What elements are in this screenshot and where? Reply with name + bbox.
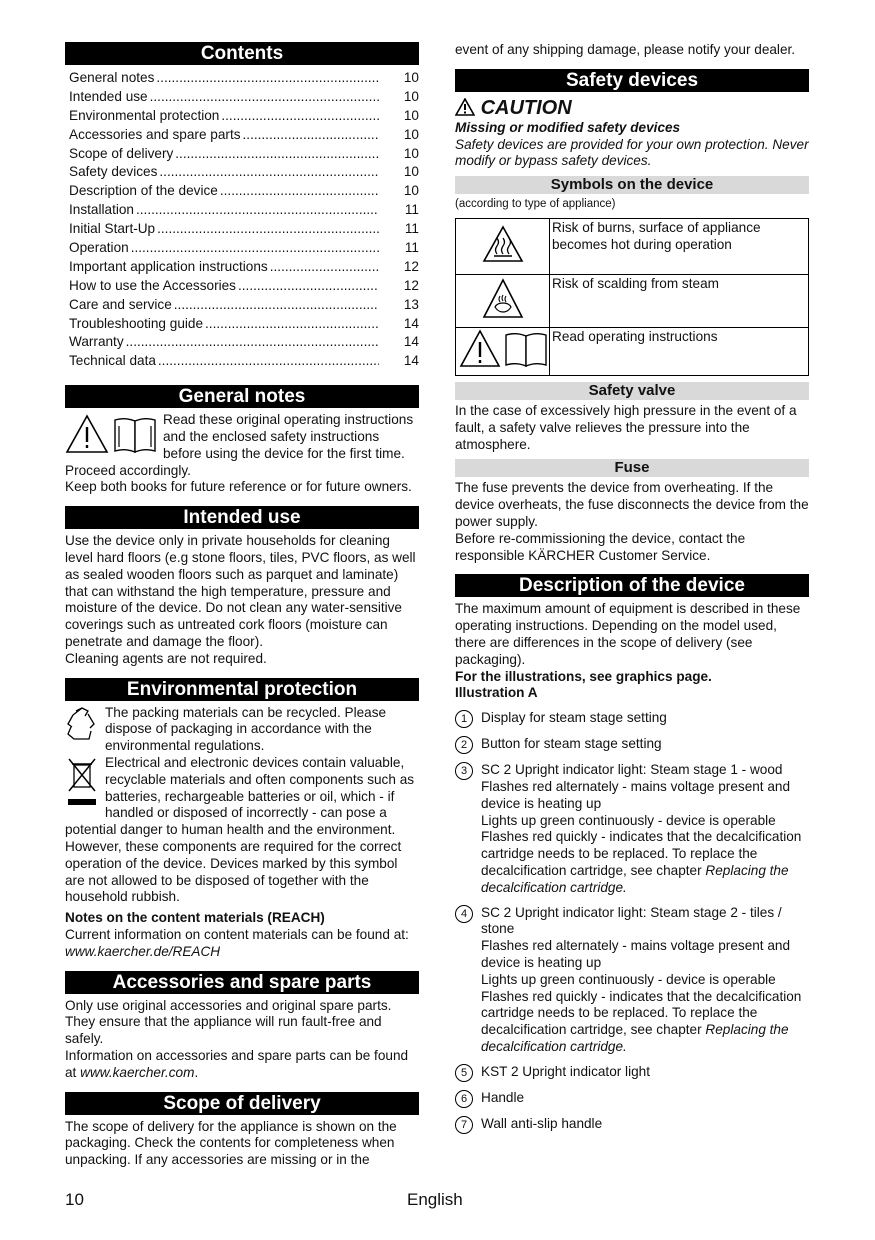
symbol-text: Risk of scalding from steam xyxy=(550,275,809,328)
toc-entry-page: 12 xyxy=(403,277,419,293)
item-line xyxy=(481,1090,524,1107)
item-number-circle: 2 xyxy=(455,736,473,754)
toc-entry-label: Environmental protection xyxy=(69,107,220,123)
item-line-text: Wall anti-slip handle xyxy=(481,1115,603,1131)
table-of-contents xyxy=(65,70,419,372)
reach-heading: Notes on the content materials (REACH) xyxy=(65,910,325,926)
description-item xyxy=(455,1090,809,1108)
toc-leader-dots xyxy=(126,334,379,351)
toc-entry-label: General notes xyxy=(69,70,155,85)
manual-book-icon xyxy=(115,419,155,452)
toc-leader-dots xyxy=(243,127,379,144)
item-line xyxy=(481,736,662,753)
missing-safety-heading: Missing or modified safety devices xyxy=(455,119,681,135)
toc-entry[interactable] xyxy=(65,240,419,259)
toc-leader-dots xyxy=(131,240,379,257)
toc-leader-dots xyxy=(159,164,379,181)
accessories-link[interactable]: www.kaercher.com xyxy=(80,1064,195,1080)
description-item xyxy=(455,1116,809,1134)
symbol-icon-cell xyxy=(456,275,550,328)
toc-entry-page: 11 xyxy=(404,240,419,256)
toc-entry-page: 10 xyxy=(403,183,419,199)
symbol-row xyxy=(456,328,809,376)
item-line-text: Flashes red alternately - mains voltage present and device is heating up xyxy=(481,938,791,970)
toc-entry-label: Warranty xyxy=(69,334,124,350)
fuse-heading: Fuse xyxy=(455,459,809,477)
toc-entry-label: Safety devices xyxy=(69,164,158,180)
toc-entry-page: 14 xyxy=(403,315,419,331)
accessories-period: . xyxy=(194,1064,199,1080)
toc-entry-label: Important application instructions xyxy=(69,258,268,274)
toc-entry[interactable] xyxy=(65,259,419,278)
intended-use-text-1: Use the device only in private households for cleaning level hard floors (e.g stone floors, tiles, PVC floors, as well as sealed wooden floors such as parquet and laminate) that can withstand the high temperature, pressure and moisture of the device. Do not clean any water-sensitive coverings such as untreated cork floors (moisture can penetrate and damage the floor). xyxy=(65,533,416,650)
right-column xyxy=(455,42,809,1134)
toc-entry[interactable] xyxy=(65,183,419,202)
item-number-circle: 7 xyxy=(455,1116,473,1134)
contents-heading: Contents xyxy=(65,42,419,65)
symbols-heading: Symbols on the device xyxy=(455,176,809,194)
toc-entry-page: 14 xyxy=(403,334,419,350)
symbol-row xyxy=(456,275,809,328)
illustrations-note: For the illustrations, see graphics page. xyxy=(455,668,712,684)
item-line-text: Lights up green continuously - device is operable xyxy=(481,971,776,987)
toc-entry-page: 11 xyxy=(404,221,419,237)
general-notes-heading: General notes xyxy=(65,385,419,408)
toc-entry[interactable] xyxy=(65,297,419,316)
missing-safety-text: Safety devices are provided for your own protection. Never modify or bypass safety devices. xyxy=(455,136,809,169)
general-notes-text-2: Keep both books for future reference or for future owners. xyxy=(65,479,412,495)
caution-label xyxy=(455,96,809,120)
toc-entry[interactable] xyxy=(65,108,419,127)
scope-text-1: The scope of delivery for the appliance is shown on the packaging. Check the contents for completeness when unpacking. If any accessories are missing or in the xyxy=(65,1118,397,1168)
safety-valve-text: In the case of excessively high pressure in the event of a fault, a safety valve relieves the pressure into the atmosphere. xyxy=(455,402,797,452)
illustration-a-label: Illustration A xyxy=(455,685,538,701)
recycle-icon xyxy=(65,705,99,745)
description-item xyxy=(455,736,809,754)
symbol-icon-cell xyxy=(456,219,550,275)
item-line xyxy=(481,829,809,896)
item-body xyxy=(481,710,667,728)
scope-heading: Scope of delivery xyxy=(65,1092,419,1115)
toc-entry-page: 14 xyxy=(403,353,419,369)
toc-entry[interactable] xyxy=(65,353,419,372)
item-number-circle: 6 xyxy=(455,1090,473,1108)
item-line xyxy=(481,989,809,1056)
item-number-circle: 1 xyxy=(455,710,473,728)
toc-entry-label: Description of the device xyxy=(69,183,218,199)
item-body xyxy=(481,736,662,754)
reach-text-body: Current information on content materials can be found at: xyxy=(65,926,409,942)
footer-language: English xyxy=(407,1190,463,1209)
toc-entry-page: 10 xyxy=(403,145,419,161)
toc-leader-dots xyxy=(136,202,379,219)
toc-entry-label: Initial Start-Up xyxy=(69,221,156,237)
item-body xyxy=(481,1064,650,1082)
item-chapter-ref: Replacing the decalcification cartridge. xyxy=(481,862,789,895)
page-number: 10 xyxy=(65,1190,84,1209)
description-heading: Description of the device xyxy=(455,574,809,597)
caution-text: CAUTION xyxy=(480,96,572,119)
toc-entry[interactable] xyxy=(65,89,419,108)
toc-entry-page: 10 xyxy=(403,70,419,85)
read-instructions-icon xyxy=(458,328,548,370)
symbol-text: Risk of burns, surface of appliance becomes hot during operation xyxy=(550,219,809,275)
item-body xyxy=(481,1090,524,1108)
item-line xyxy=(481,1116,602,1133)
environmental-text-1: The packing materials can be recycled. Please dispose of packaging in accordance with the environmental regulations. xyxy=(105,704,387,754)
toc-entry-page: 13 xyxy=(403,296,419,312)
environmental-text-2: Electrical and electronic devices contain valuable, recyclable materials and often components such as batteries, rechargeable batteries or oil, which - if handled or disposed of incorrectly - can pose a potential danger to human health and the environment. However, these components are required for the correct operation of the device. Devices marked by this symbol are not allowed to be disposed of together with the household rubbish. xyxy=(65,755,415,905)
toc-leader-dots xyxy=(156,70,379,87)
toc-entry-page: 10 xyxy=(403,107,419,123)
toc-leader-dots xyxy=(175,146,379,163)
description-item xyxy=(455,1064,809,1082)
toc-entry-label: Intended use xyxy=(69,88,148,104)
toc-entry-label: How to use the Accessories xyxy=(69,277,236,293)
intended-use-heading: Intended use xyxy=(65,506,419,529)
toc-entry-page: 11 xyxy=(404,202,419,218)
item-line-text: Flashes red quickly - indicates that the decalcification cartridge needs to be replaced. To replace the decalcification cartridge, see chapter xyxy=(481,829,802,878)
item-line-text: SC 2 Upright indicator light: Steam stage 2 - tiles / stone xyxy=(481,904,782,937)
item-line xyxy=(481,813,809,830)
toc-leader-dots xyxy=(238,278,379,295)
toc-entry[interactable] xyxy=(65,146,419,165)
toc-entry-label: Care and service xyxy=(69,296,172,312)
toc-entry[interactable] xyxy=(65,164,419,183)
item-line xyxy=(481,972,809,989)
toc-entry[interactable] xyxy=(65,127,419,146)
toc-entry-label: Accessories and spare parts xyxy=(69,126,241,142)
toc-entry-label: Operation xyxy=(69,240,129,256)
steam-scald-warning-icon xyxy=(481,277,525,321)
accessories-text-1: Only use original accessories and original spare parts. They ensure that the appliance will run fault-free and safely. xyxy=(65,997,392,1047)
environmental-block xyxy=(65,705,419,961)
toc-entry-page: 10 xyxy=(403,164,419,180)
symbol-row xyxy=(456,219,809,275)
intended-use-text-2: Cleaning agents are not required. xyxy=(65,650,267,666)
description-item xyxy=(455,762,809,896)
reach-link[interactable]: www.kaercher.de/REACH xyxy=(65,943,221,959)
toc-entry[interactable] xyxy=(65,202,419,221)
symbols-note: (according to type of appliance) xyxy=(455,198,616,211)
environmental-heading: Environmental protection xyxy=(65,678,419,701)
toc-entry-page: 10 xyxy=(403,88,419,104)
safety-heading: Safety devices xyxy=(455,69,809,92)
item-line-text: Flashes red quickly - indicates that the decalcification cartridge needs to be replaced. To replace the decalcification cartridge, see chapter xyxy=(481,988,802,1038)
toc-entry[interactable] xyxy=(65,278,419,297)
toc-entry-label: Installation xyxy=(69,202,134,218)
warning-triangle-icon xyxy=(65,412,157,458)
toc-leader-dots xyxy=(158,353,379,370)
symbol-icon-cell xyxy=(456,328,550,376)
item-line xyxy=(481,905,809,939)
toc-entry-label: Technical data xyxy=(69,353,156,369)
description-text: The maximum amount of equipment is described in these operating instructions. Depending on the model used, there are differences in the scope of delivery (see packaging). xyxy=(455,601,801,667)
toc-entry-page: 12 xyxy=(403,258,419,274)
toc-entry-label: Troubleshooting guide xyxy=(69,315,204,331)
accessories-heading: Accessories and spare parts xyxy=(65,971,419,994)
item-line-text: Flashes red alternately - mains voltage present and device is heating up xyxy=(481,778,791,811)
fuse-text-2: Before re-commissioning the device, contact the responsible KÄRCHER Customer Service. xyxy=(455,530,746,563)
toc-leader-dots xyxy=(270,259,379,276)
symbols-table xyxy=(455,218,809,376)
general-notes-block xyxy=(65,412,419,496)
item-line xyxy=(481,1064,650,1081)
item-number-circle: 5 xyxy=(455,1064,473,1082)
hot-surface-warning-icon xyxy=(481,224,525,264)
toc-entry[interactable] xyxy=(65,221,419,240)
fuse-text-1: The fuse prevents the device from overheating. If the device overheats, the fuse disconnects the device from the power supply. xyxy=(455,480,809,529)
accessories-text-2-body: Information on accessories and spare parts can be found at xyxy=(65,1047,409,1080)
scope-text-continued: event of any shipping damage, please notify your dealer. xyxy=(455,42,796,57)
toc-entry-label: Scope of delivery xyxy=(69,145,174,161)
item-line-text: Button for steam stage setting xyxy=(481,736,662,752)
general-notes-text-1: Read these original operating instructions and the enclosed safety instructions before using the device for the first time. Proceed accordingly. xyxy=(65,412,414,478)
item-number-circle: 3 xyxy=(455,762,473,780)
description-item xyxy=(455,905,809,1056)
item-line xyxy=(481,779,809,813)
item-body xyxy=(481,1116,602,1134)
item-line-text: Display for steam stage setting xyxy=(481,710,667,726)
toc-leader-dots xyxy=(205,316,379,333)
toc-entry[interactable] xyxy=(65,316,419,335)
toc-entry[interactable] xyxy=(65,70,419,89)
description-items xyxy=(455,710,809,1134)
toc-leader-dots xyxy=(220,183,379,200)
toc-entry[interactable] xyxy=(65,334,419,353)
description-item xyxy=(455,710,809,728)
item-chapter-ref: Replacing the decalcification cartridge. xyxy=(481,1022,789,1054)
toc-entry-page: 10 xyxy=(403,126,419,142)
crossed-bin-icon xyxy=(65,755,99,809)
item-line-text: SC 2 Upright indicator light: Steam stage 1 - wood xyxy=(481,762,783,778)
accessories-text-2 xyxy=(65,1048,419,1082)
symbol-text: Read operating instructions xyxy=(550,328,809,376)
item-line xyxy=(481,938,809,972)
toc-leader-dots xyxy=(221,108,379,125)
safety-valve-heading: Safety valve xyxy=(455,382,809,400)
caution-warning-icon xyxy=(455,98,475,116)
item-line xyxy=(481,710,667,727)
item-line xyxy=(481,762,809,779)
toc-leader-dots xyxy=(157,221,379,238)
toc-leader-dots xyxy=(150,89,379,106)
item-line-text: Lights up green continuously - device is operable xyxy=(481,812,776,828)
toc-leader-dots xyxy=(174,297,379,314)
left-column xyxy=(65,42,419,1169)
item-line-text: KST 2 Upright indicator light xyxy=(481,1063,650,1079)
item-line-text: Handle xyxy=(481,1089,525,1105)
item-body xyxy=(481,762,809,896)
item-number-circle: 4 xyxy=(455,905,473,923)
item-body xyxy=(481,905,809,1056)
reach-text xyxy=(65,927,419,961)
